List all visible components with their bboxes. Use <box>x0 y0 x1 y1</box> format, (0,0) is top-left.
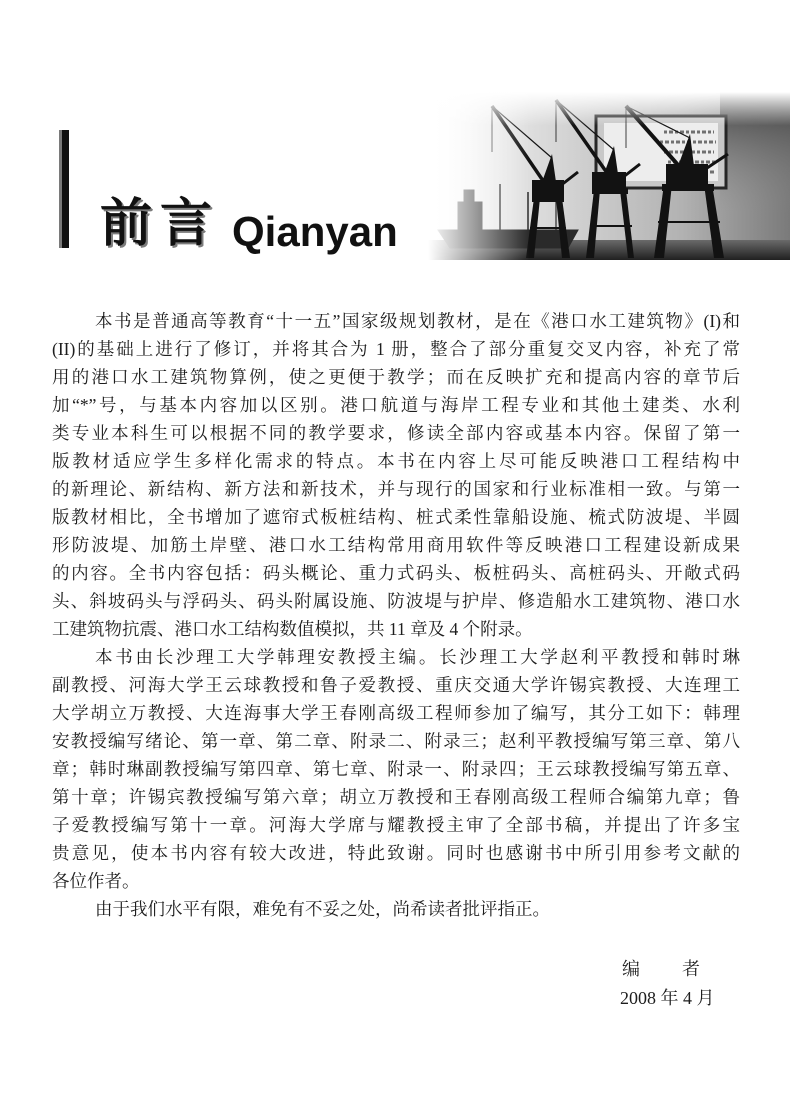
signoff-date: 2008 年 4 月 <box>620 988 715 1008</box>
page-title-pinyin: Qianyan <box>232 208 398 255</box>
signoff-author: 编 者 <box>622 959 712 979</box>
text-line: 本书由长沙理工大学韩理安教授主编。长沙理工大学赵利平教授和韩时琳 <box>95 647 740 667</box>
text-line: 的内容。全书内容包括：码头概论、重力式码头、板桩码头、高桩码头、开敞式码 <box>52 563 740 583</box>
paragraph <box>52 307 740 643</box>
text-line: 工建筑物抗震、港口水工结构数值模拟，共 11 章及 4 个附录。 <box>52 619 533 639</box>
paragraph <box>52 643 740 895</box>
text-line: 加“*”号，与基本内容加以区别。港口航道与海岸工程专业和其他土建类、水利 <box>52 395 740 415</box>
preface-body <box>52 307 740 923</box>
text-line: 由于我们水平有限，难免有不妥之处，尚希读者批评指正。 <box>95 899 550 919</box>
paragraph <box>52 895 740 923</box>
text-line: 安教授编写绪论、第一章、第二章、附录二、附录三；赵利平教授编写第三章、第八 <box>52 731 740 751</box>
text-line: 的新理论、新结构、新方法和新技术，并与现行的国家和行业标准相一致。与第一 <box>52 479 740 499</box>
text-line: 用的港口水工建筑物算例，使之更便于教学；而在反映扩充和提高内容的章节后 <box>52 367 740 387</box>
text-line: 形防波堤、加筋土岸壁、港口水工结构常用商用软件等反映港口工程建设新成果 <box>52 535 740 555</box>
text-line: 大学胡立万教授、大连海事大学王春刚高级工程师参加了编写，其分工如下：韩理 <box>52 703 740 723</box>
text-line: 副教授、河海大学王云球教授和鲁子爱教授、重庆交通大学许锡宾教授、大连理工 <box>52 675 740 695</box>
text-line: 本书是普通高等教育“十一五”国家级规划教材，是在《港口水工建筑物》(I)和 <box>95 311 740 331</box>
text-line: 子爱教授编写第十一章。河海大学席与耀教授主审了全部书稿，并提出了许多宝 <box>52 815 740 835</box>
text-line: 版教材相比，全书增加了遮帘式板桩结构、桩式柔性靠船设施、梳式防波堤、半圆 <box>52 507 740 527</box>
text-line: (II)的基础上进行了修订，并将其合为 1 册，整合了部分重复交叉内容，补充了常 <box>52 339 740 359</box>
title-side-bar <box>59 130 69 248</box>
page-title: 前言 <box>100 194 221 254</box>
text-line: 头、斜坡码头与浮码头、码头附属设施、防波堤与护岸、修造船水工建筑物、港口水 <box>52 591 740 611</box>
port-cranes-photo <box>428 92 790 260</box>
text-line: 章；韩时琳副教授编写第四章、第七章、附录一、附录四；王云球教授编写第五章、 <box>52 759 740 779</box>
photo-fade-top <box>428 92 790 260</box>
text-line: 各位作者。 <box>52 871 140 891</box>
text-line: 版教材适应学生多样化需求的特点。本书在内容上尽可能反映港口工程结构中 <box>52 451 740 471</box>
text-line: 贵意见，使本书内容有较大改进，特此致谢。同时也感谢书中所引用参考文献的 <box>52 843 740 863</box>
text-line: 类专业本科生可以根据不同的教学要求，修读全部内容或基本内容。保留了第一 <box>52 423 740 443</box>
text-line: 第十章；许锡宾教授编写第六章；胡立万教授和王春刚高级工程师合编第九章；鲁 <box>52 787 740 807</box>
